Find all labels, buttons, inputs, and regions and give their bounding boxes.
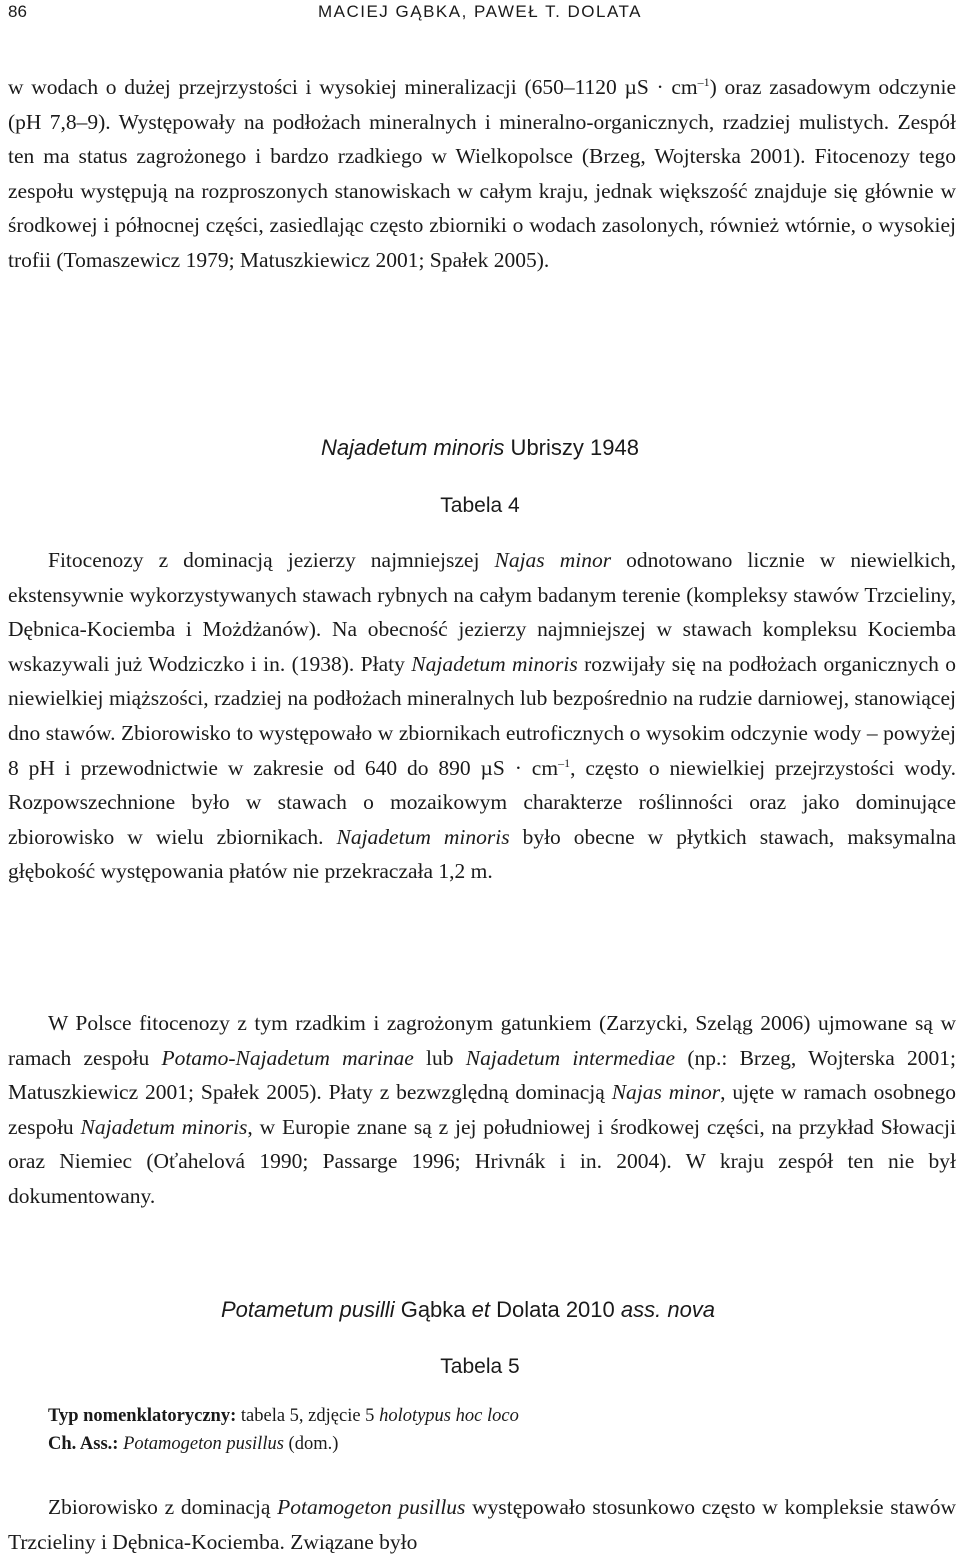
text-run: w wodach o dużej przejrzystości i wysokiej mineralizacji (650–1120 µS · cm [8,75,698,99]
heading-author: Ubriszy 1948 [504,435,639,460]
text-run: , w Europie znane są z jej południowej i środkowej części, na przykład Słowacji oraz Niemiec (Oťahelová 1990; Passarge 1996; Hrivnák i in. 2004). W kraju zespół ten nie był dokumentowany. [8,1114,956,1208]
section-heading-potametum [0,1297,948,1323]
text-run: ) oraz zasadowym odczynie (pH 7,8–9). Występowały na podłożach mineralnych i mineralno-organicznych, rzadziej mulistych. Zespół ten ma status zagrożonego i bardzo rzadkiego w Wielkopolsce (Brzeg, Wojterska 2001). Fitocenozy tego zespołu występują na rozproszonych stanowiskach w całym kraju, jednak większość znajduje się głównie w środkowej i północnej części, zasiedlając często zbiorniki o wodach zasolonych, również wtórnie, o wysokiej trofii (Tomaszewicz 1979; Matuszkiewicz 2001; Spałek 2005). [8,75,956,272]
meta-text: tabela 5, zdjęcie 5 [236,1406,380,1426]
section-heading-najadetum [0,435,960,461]
nomenclatural-type-line [48,1406,519,1427]
heading-taxon: Najadetum minoris [321,435,505,460]
page-number: 86 [8,2,27,21]
text-run: rozwijały się na podłożach organicznych o niewielkiej miąższości, rzadziej na podłożach mineralnych lub bezpośrednio na rudzie darniowej, stanowiącej dno stawów. Zbiorowisko to występowało w zbiornikach eutroficznych o wysokim odczynie wody – powyżej 8 pH i przewodnictwie w zakresie od 640 do 890 µS · cm [8,651,956,780]
running-head [8,0,952,28]
text-run: , często o niewielkiej przejrzystości wody. Rozpowszechnione było w stawach o mozaikowym charakterze roślinności oraz jako dominujące zbiorowisko w wielu zbiornikach. [8,755,956,849]
table-reference-4: Tabela 4 [440,494,520,517]
species-name: Najas minor [611,1080,721,1105]
text-run: , ujęte w ramach osobnego zespołu [8,1080,957,1139]
taxon-name: Najadetum minoris [80,1114,248,1139]
text-run: występowało stosunkowo często w kompleksie stawów Trzcieliny i Dębnica-Kociemba. Związane było [8,1495,956,1554]
species-name: Potamogeton pusillus [277,1495,466,1519]
text-run: Fitocenozy z dominacją jezierzy najmniejszej [48,548,495,572]
text-run: W Polsce fitocenozy z tym rzadkim i zagrożonym gatunkiem (Zarzycki, Szeląg 2006) ujmowane są w ramach zespołu [8,1011,956,1070]
table-reference-5: Tabela 5 [440,1355,520,1378]
meta-text: (dom.) [283,1434,339,1454]
text-run: lub [413,1045,466,1070]
potametum-paragraph-1 [8,1490,956,1559]
meta-label: Typ nomenklatoryczny: [48,1406,237,1426]
superscript: –1 [697,75,710,89]
najadetum-paragraph-2 [8,1006,956,1214]
taxon-name: Najadetum minoris [411,651,578,676]
taxon-name: Najadetum intermediae [465,1045,676,1070]
taxon-name: Najadetum minoris [336,824,510,849]
species-name: Potamogeton pusillus [123,1434,284,1454]
intro-paragraph [8,70,956,278]
heading-ass-nova: ass. nova [620,1297,716,1322]
meta-italic: holotypus hoc loco [379,1406,519,1426]
text-run: Zbiorowisko z dominacją [48,1495,278,1519]
heading-et: et [471,1297,490,1322]
species-name: Najas minor [494,548,612,572]
text-run: odnotowano licznie w niewielkich, ekstensywnie wykorzystywanych stawach rybnych na całym badanym terenie (kompleksy stawów Trzcieliny, Dębnica-Kociemba i Możdżanów). Na obecność jezierzy najmniejszej w stawach kompleksu Kociemba wskazywali już Wodziczko i in. (1938). Płaty [8,548,957,676]
running-head-authors: MACIEJ GĄBKA, PAWEŁ T. DOLATA [317,2,643,21]
superscript: –1 [558,755,571,770]
text-run: (np.: Brzeg, Wojterska 2001; Matuszkiewicz 2001; Spałek 2005). Płaty z bezwzględną dominacją [8,1045,957,1105]
meta-label: Ch. Ass.: [48,1434,119,1454]
taxon-name: Potamo-Najadetum marinae [161,1045,414,1070]
heading-author: Gąbka [394,1297,472,1322]
characteristic-species-line [48,1434,338,1455]
heading-taxon: Potametum pusilli [220,1297,395,1322]
najadetum-paragraph-1 [8,543,956,889]
heading-author-year: Dolata 2010 [490,1297,621,1322]
text-run: było obecne w płytkich stawach, maksymalna głębokość występowania płatów nie przekraczała 1,2 m. [8,824,956,884]
